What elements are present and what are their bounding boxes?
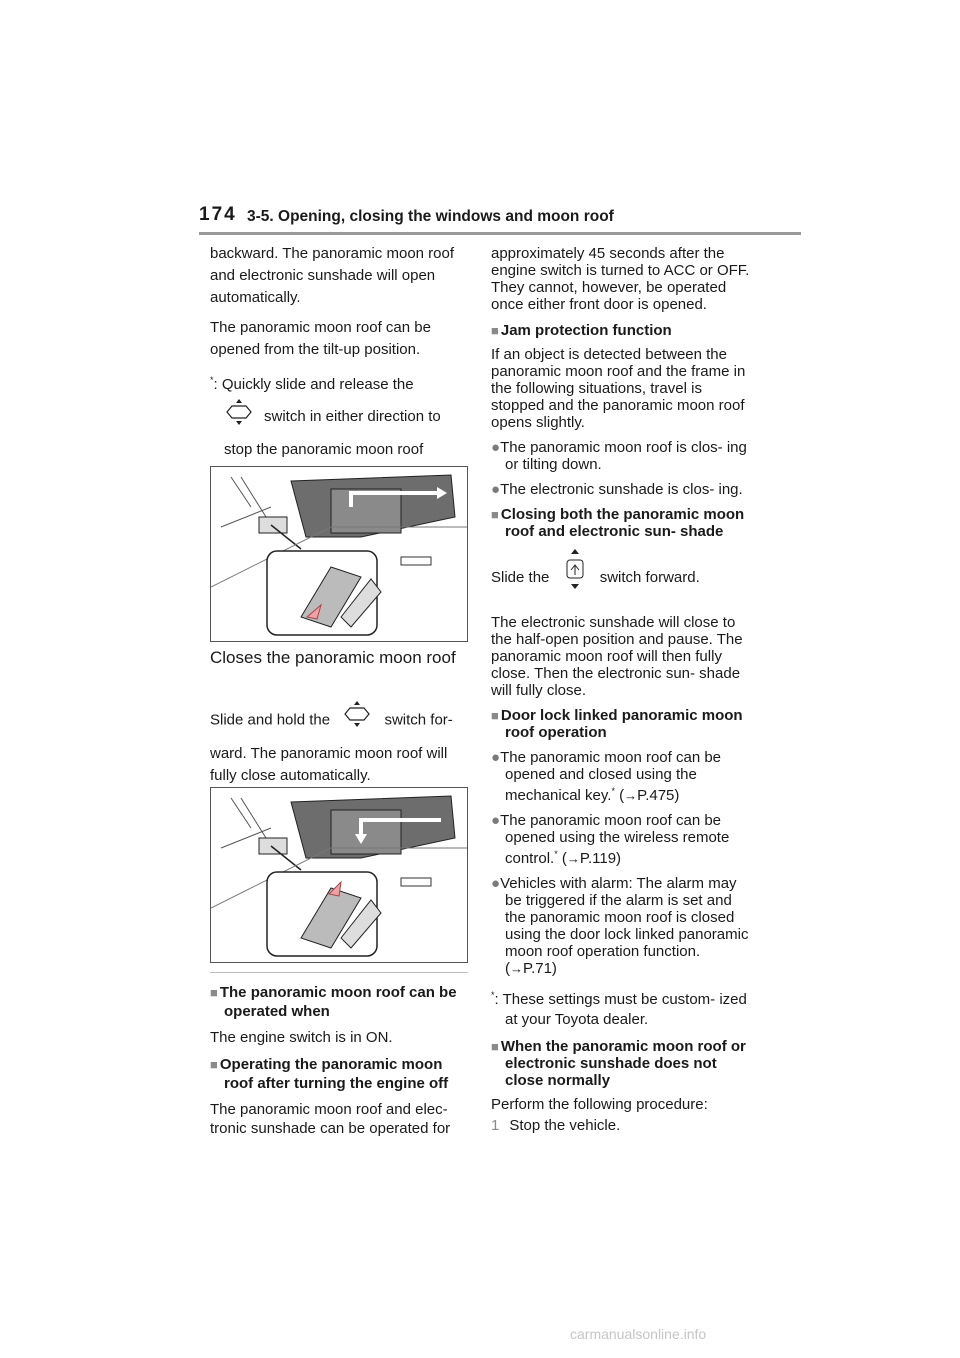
separator (210, 972, 468, 973)
footnote-star: * (210, 375, 214, 385)
close-text: Slide and hold the (210, 711, 331, 729)
footer-watermark: carmanualsonline.info (570, 1326, 707, 1342)
arrow-icon: → (624, 788, 638, 803)
footnote-text: : Quickly slide and release the (213, 376, 414, 393)
page-reference-link[interactable]: P.119) (579, 850, 622, 867)
heading-door-lock: ■ Door lock linked panoramic moon roof operation (491, 707, 743, 741)
slide-text: switch forward. (599, 568, 700, 586)
paragraph: If an object is detected between the panoramic moon roof and the frame in the following situations, travel is stopped and the panoramic moon roof opens slightly. (491, 346, 746, 431)
bullet-item: ●The panoramic moon roof can be opened using the wireless remote control.* (→P.119) (491, 812, 730, 867)
slide-switch-icon (342, 700, 372, 741)
arrow-icon: → (566, 851, 580, 866)
footnote: *: These settings must be custom- ized at your Toyota dealer. (491, 990, 747, 1028)
step-item (491, 1116, 753, 1135)
bullet-dot-icon: ● (491, 875, 501, 892)
bullet-item: ●The panoramic moon roof is clos- ing or tilting down. (491, 439, 747, 473)
square-bullet-icon: ■ (210, 985, 218, 1000)
page-reference-link[interactable]: P.475) (637, 787, 680, 804)
slide-switch-icon (224, 398, 254, 436)
bullet-dot-icon: ● (491, 812, 501, 829)
heading-closing-both: ■ Closing both the panoramic moon roof and electronic sun- shade (491, 506, 745, 540)
square-bullet-icon: ■ (491, 323, 499, 338)
close-line (210, 700, 472, 741)
footnote (210, 369, 472, 396)
square-bullet-icon: ■ (210, 1057, 218, 1072)
heading-not-close-normally: ■ When the panoramic moon roof or electronic sunshade does not close normally (491, 1038, 746, 1089)
step-text: Stop the vehicle. (509, 1117, 621, 1134)
page-number: 174 (199, 204, 237, 225)
bullet-dot-icon: ● (491, 481, 501, 498)
heading-after-engine-off: ■ Operating the panoramic moon roof after turning the engine off (210, 1056, 449, 1092)
bullet-item: ●The panoramic moon roof can be opened and closed using the mechanical key.* (→P.475) (491, 749, 722, 804)
left-close-instructions (210, 700, 472, 787)
illustration-close-roof (210, 787, 468, 963)
paragraph: Perform the following procedure: (491, 1096, 708, 1113)
subtitle-close-roof: Closes the panoramic moon roof (210, 648, 456, 667)
left-column-top (210, 243, 472, 492)
bullet-dot-icon: ● (491, 439, 501, 456)
slide-line (491, 548, 753, 608)
header-rule (199, 232, 801, 235)
step-number: 1 (491, 1117, 500, 1134)
section-title: 3-5. Opening, closing the windows and moon roof (247, 208, 614, 225)
left-column-bottom (210, 983, 472, 1138)
heading-operated-when: ■ The panoramic moon roof can be operated when (210, 984, 457, 1020)
illustration-open-roof (210, 466, 468, 642)
square-bullet-icon: ■ (491, 708, 499, 723)
paragraph: The electronic sunshade will close to the half-open position and pause. The panoramic moon roof will then fully close. Then the electronic sun- shade will fully close. (491, 614, 743, 699)
paragraph: approximately 45 seconds after the engine switch is turned to ACC or OFF. They cannot, however, be operated once either front door is opened. (491, 245, 750, 313)
bullet-item: ●Vehicles with alarm: The alarm may be triggered if the alarm is set and the panoramic moon roof is closed using the door lock linked panoramic moon roof operation function. (→P.71) (491, 875, 749, 977)
paragraph: The panoramic moon roof and elec- tronic sunshade can be operated for (210, 1101, 451, 1137)
paragraph: ward. The panoramic moon roof will fully close automatically. (210, 745, 448, 784)
paragraph: The panoramic moon roof can be opened from the tilt-up position. (210, 319, 431, 358)
right-column (491, 245, 753, 1135)
paragraph: The engine switch is in ON. (210, 1029, 393, 1046)
square-bullet-icon: ■ (491, 507, 499, 522)
bullet-dot-icon: ● (491, 749, 501, 766)
close-text: switch for- (384, 711, 453, 729)
arrow-icon: → (510, 961, 523, 976)
footnote-text: switch in either direction to stop the panoramic moon roof (224, 407, 441, 458)
heading-jam-protection: ■ Jam protection function (491, 322, 672, 339)
square-bullet-icon: ■ (491, 1039, 499, 1054)
bullet-item: ●The electronic sunshade is clos- ing. (491, 481, 743, 498)
paragraph: backward. The panoramic moon roof and electronic sunshade will open automatically. (210, 245, 455, 306)
tilt-switch-icon (564, 548, 586, 608)
page-reference-link[interactable]: P.71) (523, 960, 557, 977)
slide-text: Slide the (491, 568, 550, 586)
